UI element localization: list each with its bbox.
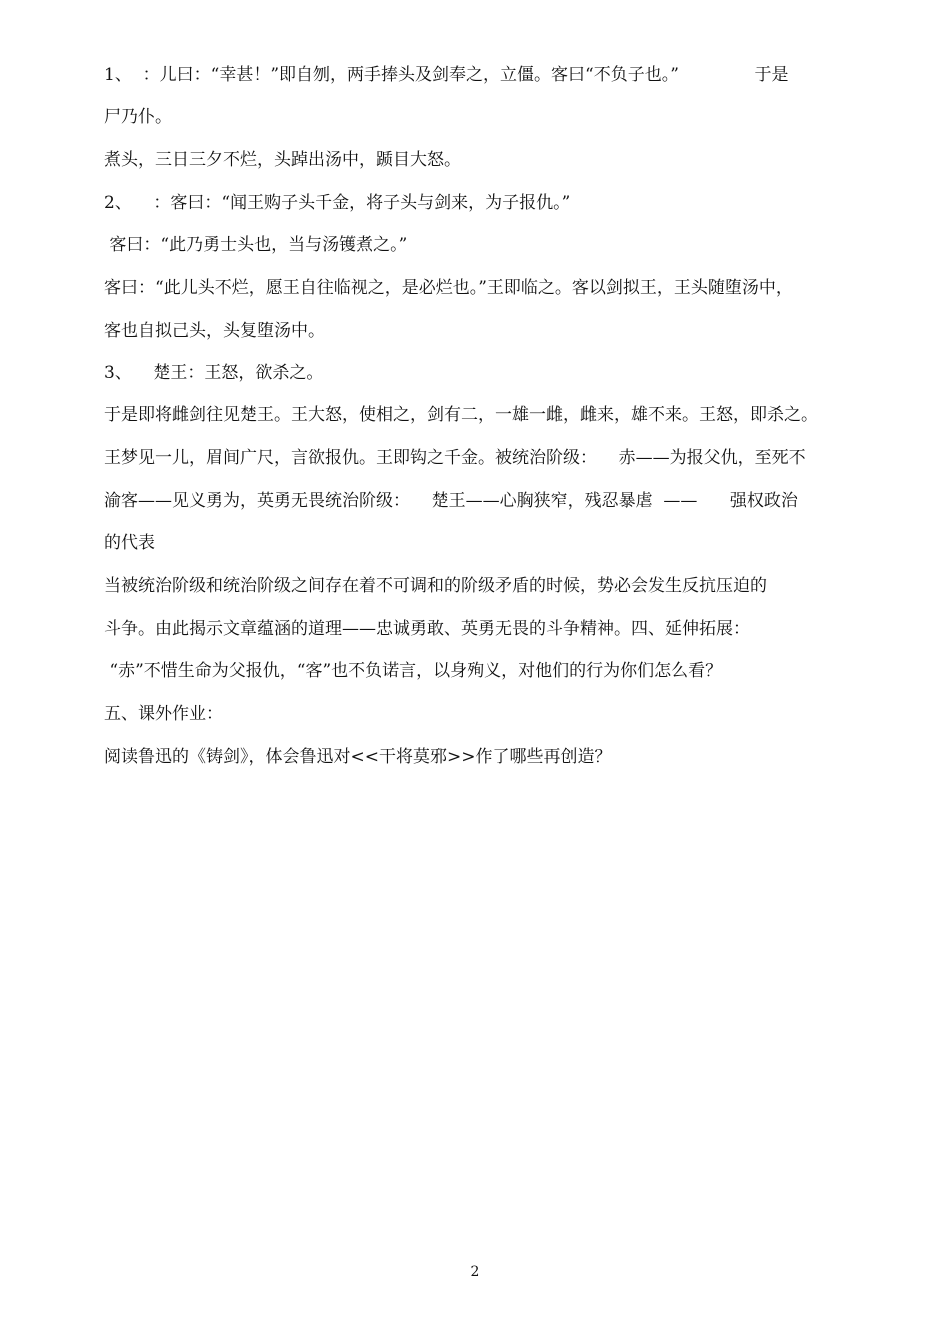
page-number: 2 xyxy=(470,1264,480,1280)
text-line-8: 3、 楚王：王怒，欲杀之。 xyxy=(104,363,324,383)
text-line-10: 王梦见一儿，眉间广尺，言欲报仇。王即钩之千金。被统治阶级： 赤——为报父仇，至死不 xyxy=(104,448,806,468)
text-line-5: 客曰：“此乃勇士头也，当与汤镬煮之。” xyxy=(104,235,408,255)
text-line-9: 于是即将雌剑往见楚王。王大怒，使相之，剑有二，一雄一雌，雌来，雄不来。王怒，即杀之。 xyxy=(104,405,818,425)
text-line-7: 客也自拟己头，头复堕汤中。 xyxy=(104,321,325,341)
text-line-2: 尸乃仆。 xyxy=(104,107,172,127)
text-line-12: 的代表 xyxy=(104,533,155,553)
text-line-15: “赤”不惜生命为父报仇，“客”也不负诺言，以身殉义，对他们的行为你们怎么看？ xyxy=(104,661,723,681)
text-line-4: 2、 ：客曰：“闻王购子头千金，将子头与剑来，为子报仇。” xyxy=(104,193,571,213)
text-line-3: 煮头，三日三夕不烂，头踔出汤中，踬目大怒。 xyxy=(104,150,461,170)
text-line-17: 阅读鲁迅的《铸剑》，体会鲁迅对<<干将莫邪>>作了哪些再创造？ xyxy=(104,747,612,767)
text-line-16: 五、课外作业： xyxy=(104,704,223,724)
text-line-11: 渝客——见义勇为，英勇无畏统治阶级： 楚王——心胸狭窄，残忍暴虐 —— 强权政治 xyxy=(104,491,798,511)
text-line-1: 1、 ：儿曰：“幸甚！”即自刎，两手捧头及剑奉之，立僵。客曰“不负子也。” 于是 xyxy=(104,65,789,85)
text-line-14: 斗争。由此揭示文章蕴涵的道理——忠诚勇敢、英勇无畏的斗争精神。四、延伸拓展： xyxy=(104,619,750,639)
text-line-13: 当被统治阶级和统治阶级之间存在着不可调和的阶级矛盾的时候，势必会发生反抗压迫的 xyxy=(104,576,767,596)
text-line-6: 客曰：“此儿头不烂，愿王自往临视之，是必烂也。”王即临之。客以剑拟王，王头随堕汤中， xyxy=(104,278,793,298)
